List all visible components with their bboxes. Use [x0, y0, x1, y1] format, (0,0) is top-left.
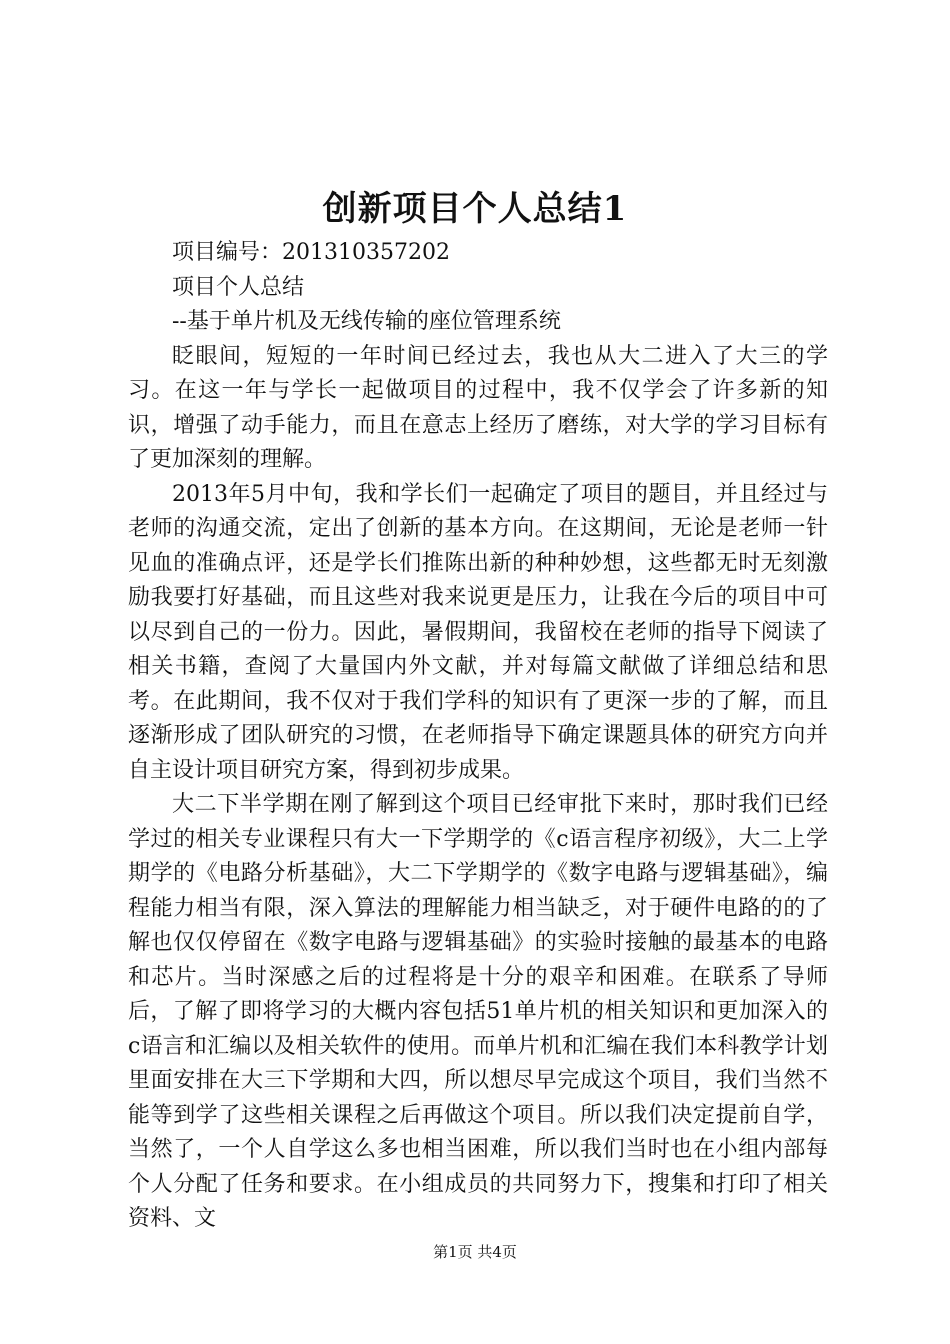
paragraph-sophomore: 大二下半学期在刚了解到这个项目已经审批下来时，那时我们已经学过的相关专业课程只有大一下学期学的《c语言程序初级》，大二上学期学的《电路分析基础》，大二下学期学的《数字电路与逻辑基础》，编程能力相当有限，深入算法的理解能力相当缺乏，对于硬件电路的的了解也仅仅停留在《数字电路与逻辑基础》的实验时接触的最基本的电路和芯片。当时深感之后的过程将是十分的艰辛和困难。在联系了导师后，了解了即将学习的大概内容包括51单片机的相关知识和更加深入的c语言和汇编以及相关软件的使用。而单片机和汇编在我们本科教学计划里面安排在大三下学期和大四，所以想尽早完成这个项目，我们当然不能等到学了这些相关课程之后再做这个项目。所以我们决定提前自学，当然了，一个人自学这么多也相当困难，所以我们当时也在小组内部每个人分配了任务和要求。在小组成员的共同努力下，搜集和打印了相关资料、文	[128, 792, 828, 1231]
subtitle-system: --基于单片机及无线传输的座位管理系统	[172, 309, 561, 334]
page-footer: 第1页 共4页	[433, 1243, 517, 1261]
paragraph-may-2013: 2013年5月中旬，我和学长们一起确定了项目的题目，并且经过与老师的沟通交流，定出了创新的基本方向。在这期间，无论是老师一针见血的准确点评，还是学长们推陈出新的种种妙想，这些都无时无刻激励我要打好基础，而且这些对我来说更是压力，让我在今后的项目中可以尽到自己的一份力。因此，暑假期间，我留校在老师的指导下阅读了相关书籍，查阅了大量国内外文献，并对每篇文献做了详细总结和思考。在此期间，我不仅对于我们学科的知识有了更深一步的了解，而且逐渐形成了团队研究的习惯，在老师指导下确定课题具体的研究方向并自主设计项目研究方案，得到初步成果。	[128, 481, 828, 783]
project-number: 项目编号：201310357202	[172, 240, 450, 265]
document-title: 创新项目个人总结1	[322, 189, 628, 229]
paragraph-intro: 眨眼间，短短的一年时间已经过去，我也从大二进入了大三的学习。在这一年与学长一起做项目的过程中，我不仅学会了许多新的知识，增强了动手能力，而且在意志上经历了磨练，对大学的学习目标有了更加深刻的理解。	[128, 343, 828, 472]
document-body	[128, 236, 828, 1237]
subtitle-summary: 项目个人总结	[172, 274, 305, 300]
